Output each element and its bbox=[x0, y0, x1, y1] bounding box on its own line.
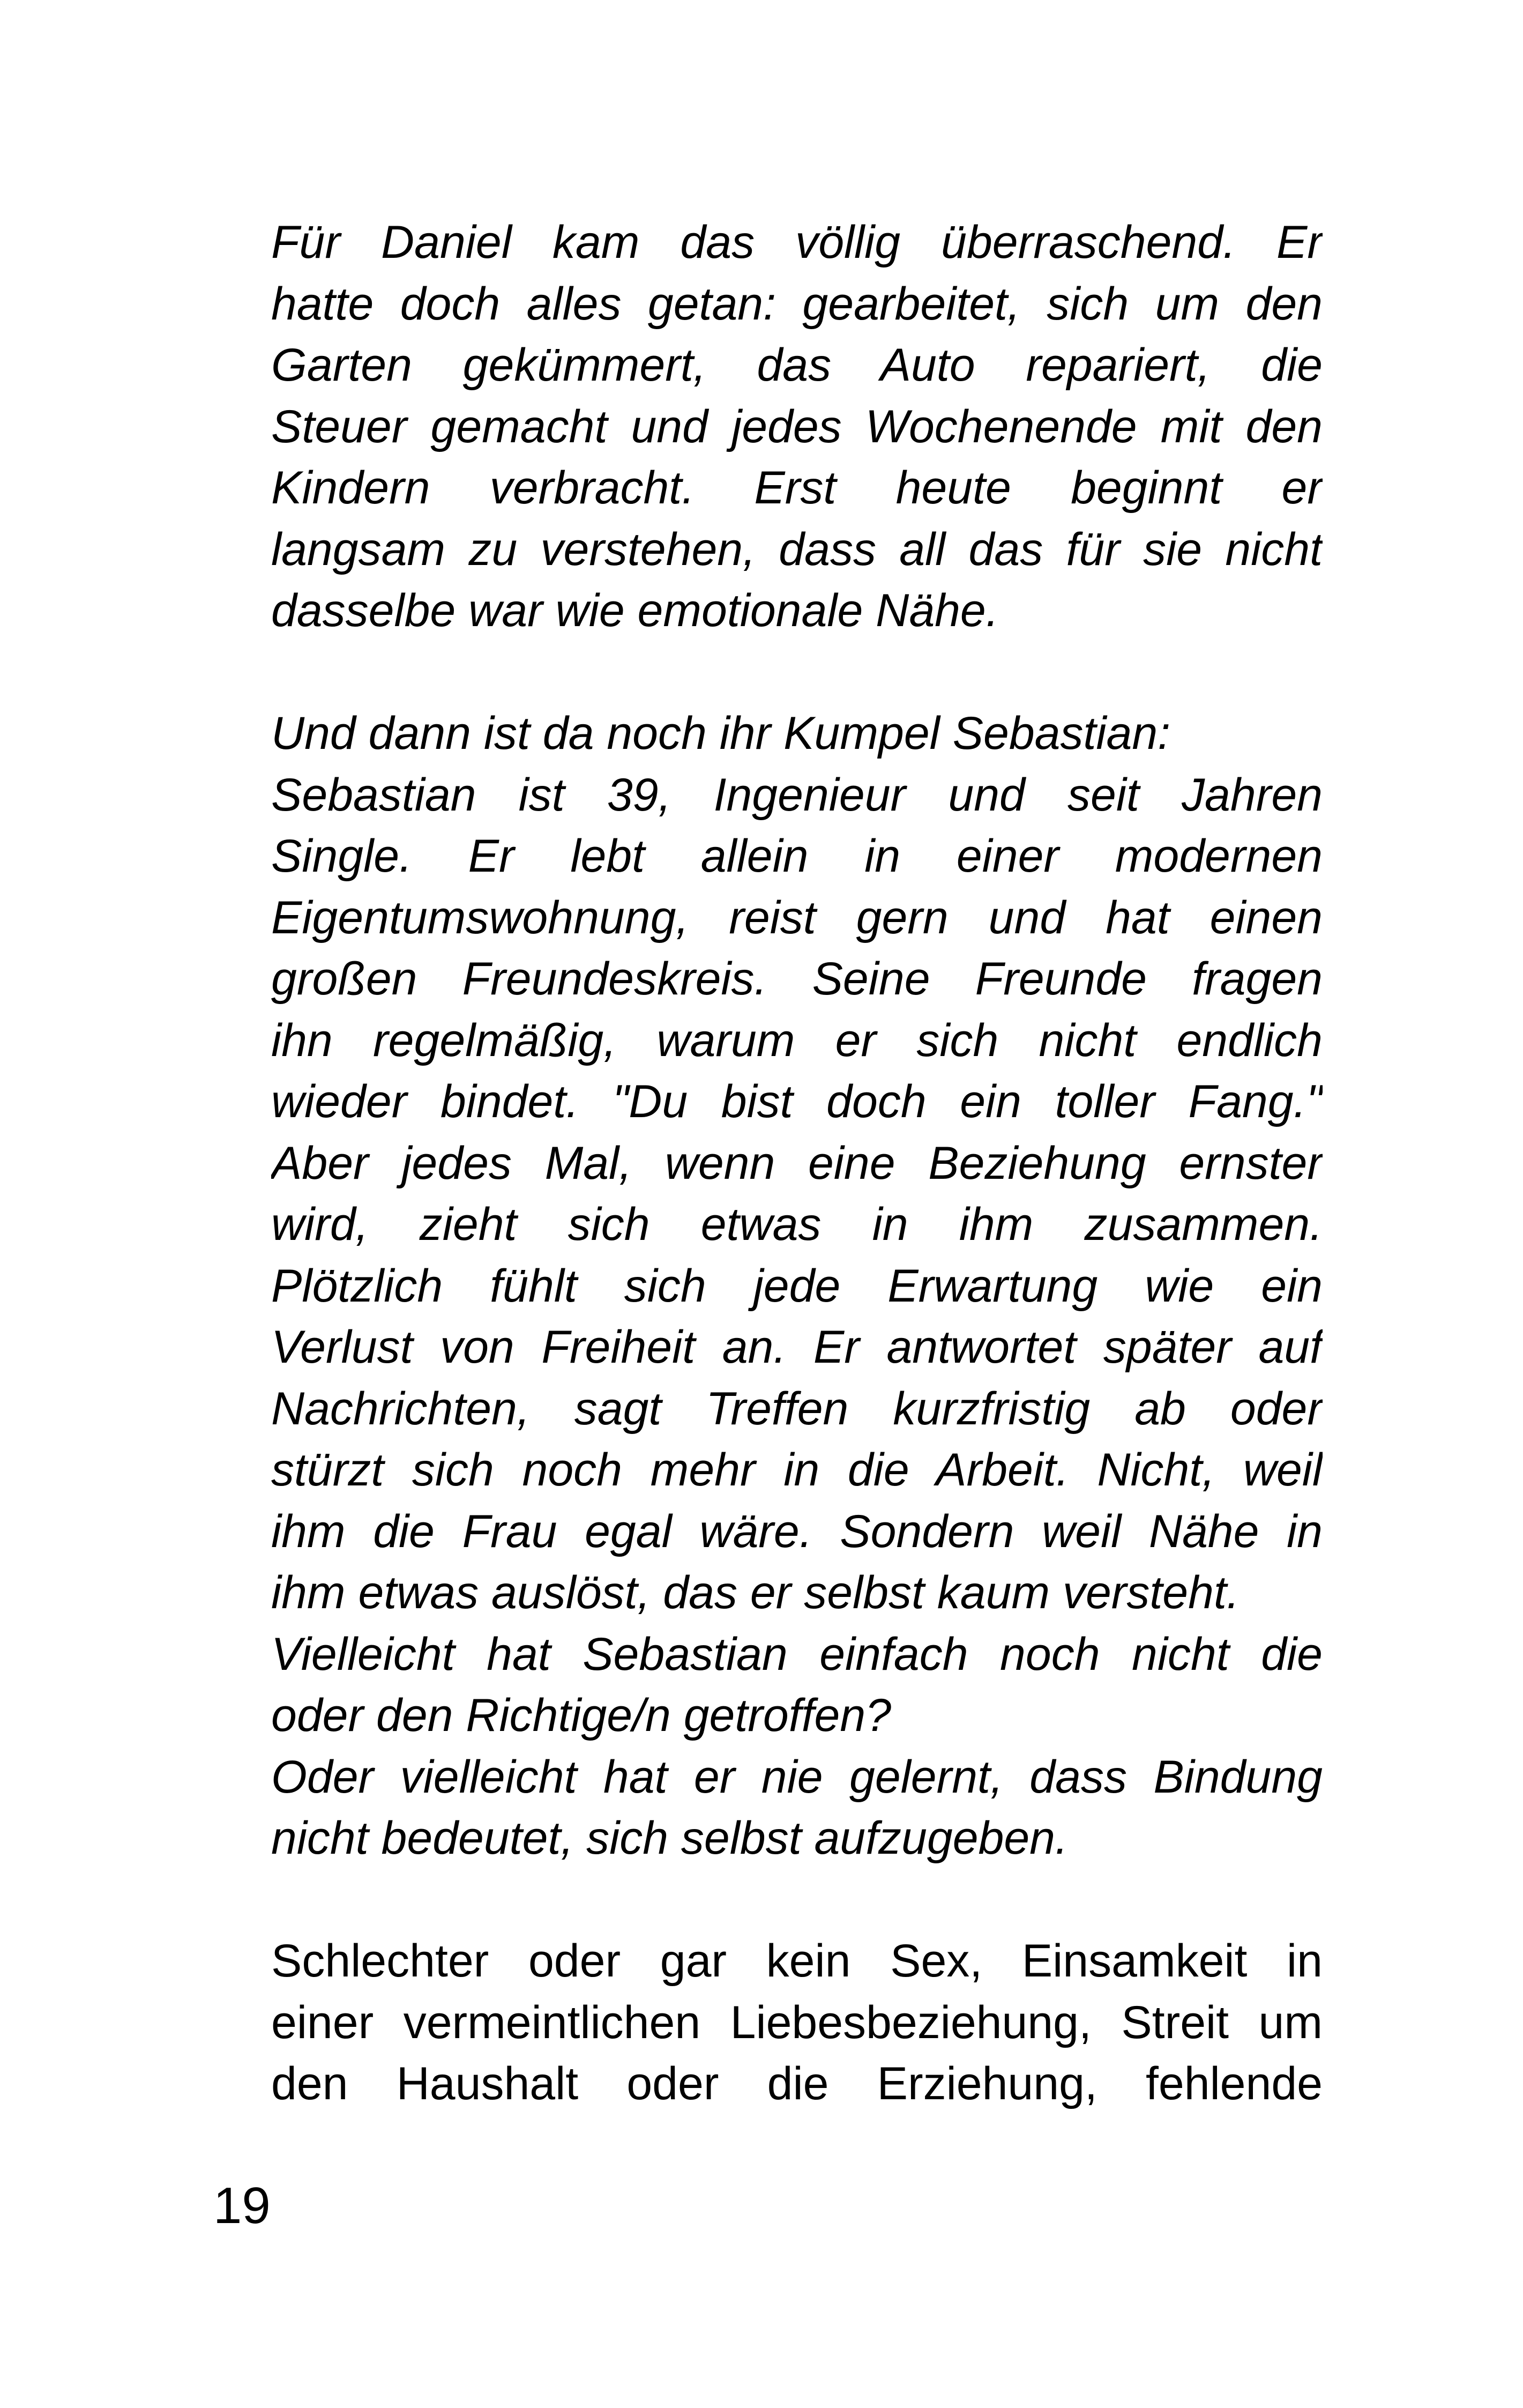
paragraph-daniel bbox=[271, 212, 1323, 642]
text-line: Sebastian ist 39, Ingenieur und seit Jahren bbox=[271, 769, 1323, 821]
text-line: Plötzlich fühlt sich jede Erwartung wie ein bbox=[271, 1260, 1323, 1312]
text-line: Garten gekümmert, das Auto repariert, die bbox=[271, 339, 1323, 391]
text-line: oder den Richtige/n getroffen? bbox=[271, 1690, 892, 1741]
text-line: dasselbe war wie emotionale Nähe. bbox=[271, 585, 999, 636]
text-line: ihm etwas auslöst, das er selbst kaum versteht. bbox=[271, 1567, 1240, 1618]
text-line: Steuer gemacht und jedes Wochenende mit den bbox=[271, 400, 1323, 452]
body-text bbox=[271, 212, 1323, 2115]
text-line: einer vermeintlichen Liebesbeziehung, Streit um bbox=[271, 1996, 1323, 2048]
text-line: ihm die Frau egal wäre. Sondern weil Nähe in bbox=[271, 1505, 1323, 1557]
text-line: Kindern verbracht. Erst heute beginnt er bbox=[271, 462, 1323, 514]
text-line: nicht bedeutet, sich selbst aufzugeben. bbox=[271, 1812, 1068, 1864]
text-line: Oder vielleicht hat er nie gelernt, dass Bindung bbox=[271, 1751, 1323, 1803]
text-line: den Haushalt oder die Erziehung, fehlende bbox=[271, 2058, 1323, 2109]
text-line: stürzt sich noch mehr in die Arbeit. Nicht, weil bbox=[271, 1444, 1323, 1496]
page-number: 19 bbox=[213, 2177, 271, 2234]
paragraph-spacer bbox=[271, 1869, 1323, 1931]
text-line: wieder bindet. "Du bist doch ein toller Fang." bbox=[271, 1076, 1323, 1127]
text-line: hatte doch alles getan: gearbeitet, sich um den bbox=[271, 278, 1323, 330]
paragraph-spacer bbox=[271, 642, 1323, 703]
paragraph-sebastian bbox=[271, 703, 1323, 1869]
text-line: Aber jedes Mal, wenn eine Beziehung ernster bbox=[271, 1137, 1323, 1189]
text-line: langsam zu verstehen, dass all das für sie nicht bbox=[271, 523, 1323, 575]
text-line: Nachrichten, sagt Treffen kurzfristig ab oder bbox=[271, 1383, 1323, 1435]
text-line: wird, zieht sich etwas in ihm zusammen. bbox=[271, 1199, 1323, 1250]
text-line: Und dann ist da noch ihr Kumpel Sebastian: bbox=[271, 708, 1171, 759]
text-line: ihn regelmäßig, warum er sich nicht endlich bbox=[271, 1014, 1323, 1066]
text-line: Vielleicht hat Sebastian einfach noch nicht die bbox=[271, 1628, 1323, 1680]
text-line: Für Daniel kam das völlig überraschend. Er bbox=[271, 217, 1323, 268]
text-line: Verlust von Freiheit an. Er antwortet später auf bbox=[271, 1321, 1323, 1373]
text-line: Schlechter oder gar kein Sex, Einsamkeit in bbox=[271, 1935, 1323, 1987]
paragraph-problems bbox=[271, 1930, 1323, 2115]
text-line: großen Freundeskreis. Seine Freunde fragen bbox=[271, 953, 1323, 1005]
text-line: Single. Er lebt allein in einer modernen bbox=[271, 830, 1323, 882]
text-line: Eigentumswohnung, reist gern und hat einen bbox=[271, 891, 1323, 943]
